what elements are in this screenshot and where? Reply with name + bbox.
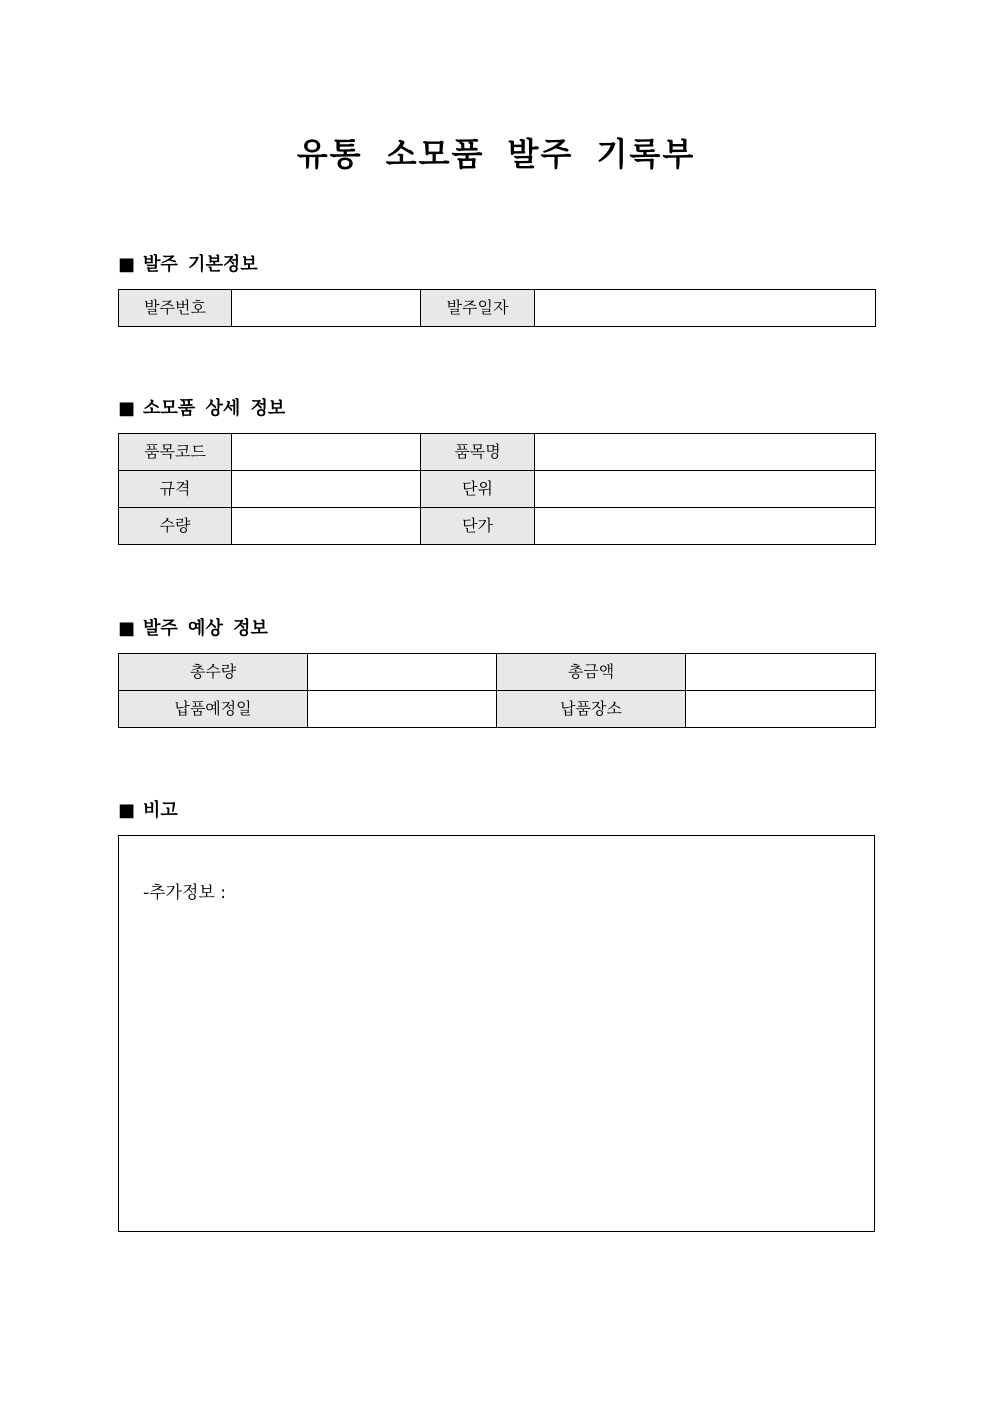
item-code-label: 품목코드	[119, 434, 232, 471]
table-row	[119, 691, 876, 728]
section-heading-order-forecast	[118, 617, 268, 641]
total-quantity-field[interactable]	[308, 654, 497, 691]
item-name-field[interactable]	[535, 434, 876, 471]
order-number-label: 발주번호	[119, 290, 232, 327]
remarks-textarea[interactable]	[118, 835, 875, 1232]
unit-price-label: 단가	[421, 508, 535, 545]
square-bullet-icon: ■	[118, 800, 136, 821]
item-name-label: 품목명	[421, 434, 535, 471]
order-forecast-table	[118, 653, 876, 728]
unit-field[interactable]	[535, 471, 876, 508]
section-heading-remarks	[118, 799, 178, 823]
delivery-date-field[interactable]	[308, 691, 497, 728]
total-quantity-label: 총수량	[119, 654, 308, 691]
order-date-field[interactable]	[535, 290, 876, 327]
total-amount-field[interactable]	[686, 654, 876, 691]
square-bullet-icon: ■	[118, 618, 136, 639]
table-row	[119, 508, 876, 545]
section-title: 발주 기본정보	[143, 254, 258, 275]
table-row	[119, 471, 876, 508]
square-bullet-icon: ■	[118, 398, 136, 419]
order-number-field[interactable]	[232, 290, 421, 327]
total-amount-label: 총금액	[497, 654, 686, 691]
spec-field[interactable]	[232, 471, 421, 508]
unit-price-field[interactable]	[535, 508, 876, 545]
square-bullet-icon: ■	[118, 254, 136, 275]
item-code-field[interactable]	[232, 434, 421, 471]
delivery-date-label: 납품예정일	[119, 691, 308, 728]
section-heading-basic-info	[118, 253, 258, 277]
section-title: 소모품 상세 정보	[143, 398, 286, 419]
delivery-place-field[interactable]	[686, 691, 876, 728]
table-row	[119, 654, 876, 691]
section-heading-item-detail	[118, 397, 285, 421]
basic-info-table	[118, 289, 876, 327]
quantity-label: 수량	[119, 508, 232, 545]
section-title: 발주 예상 정보	[143, 618, 268, 639]
unit-label: 단위	[421, 471, 535, 508]
remarks-text: -추가정보 :	[143, 883, 226, 903]
document-title: 유통 소모품 발주 기록부	[296, 135, 696, 173]
delivery-place-label: 납품장소	[497, 691, 686, 728]
quantity-field[interactable]	[232, 508, 421, 545]
order-date-label: 발주일자	[421, 290, 535, 327]
table-row	[119, 290, 876, 327]
spec-label: 규격	[119, 471, 232, 508]
item-detail-table	[118, 433, 876, 545]
table-row	[119, 434, 876, 471]
section-title: 비고	[143, 800, 178, 821]
